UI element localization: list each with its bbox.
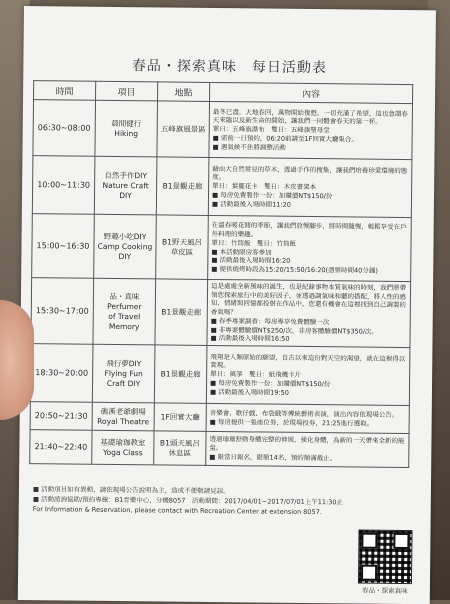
row-place: 五峰旗風景區 — [157, 101, 210, 158]
row-item: 晨間健行 Hiking — [95, 100, 158, 157]
row-item: 基礎瑜珈教室 Yoga Class — [92, 430, 154, 465]
qr-code-icon — [358, 530, 413, 585]
row-item: 礁溪老爺劇場 Royal Theatre — [92, 402, 154, 431]
page-title: 春品・探索真味 每日活動表 — [131, 58, 327, 77]
row-item: 飛行夢DIY Flying Fun Craft DIY — [92, 344, 155, 403]
header-place: 地點 — [158, 82, 210, 102]
row-content: 最冬已盡，大地春回，萬物開始復甦，一切充滿了希望，這也意謂春天來臨以及新生命的開始，讓我們一同體會春天的第一杯。 單日：五峰旗瀑布 雙日：五峰旗聖母堂 ■ 需前一日預約，06:20前請至1F回實大廳集合。 ■ 遇氣候不佳將調整活動 — [209, 101, 413, 159]
row-place: 1F回實大廳 — [154, 403, 206, 432]
table-row — [30, 430, 409, 468]
table-row — [30, 402, 409, 434]
header-item: 項目 — [96, 81, 158, 101]
row-time: 15:00~16:30 — [32, 214, 95, 279]
row-time: 15:30~17:00 — [31, 278, 94, 345]
table-row — [32, 156, 412, 218]
row-time: 10:00~11:30 — [32, 156, 95, 215]
header-content: 內容 — [210, 82, 413, 103]
note-line: For Information & Reservation, please contact with Recreation Center at extension 8057. — [32, 505, 322, 517]
row-content: 這是處處全新風味的誕生，也是紀錄事物本質氣味的時刻，我們將帶領您探索旅行中的美好因子，並透過調氣味和聽的搭配，將人性的感知，情緒與回憶都投射在作品中，您還有機會在這裡找到自己調製的香氣嗎？ ■ 春季專案調香：每房專享免費體驗一次 ■ 非專案體驗價NT$250/次，非房客體驗價NT$350/次。 ■ 活動最後入場時間16:50 — [207, 279, 411, 347]
row-place: B1野天風呂 草皮區 — [156, 215, 209, 280]
thumb — [0, 300, 34, 420]
schedule-sheet — [18, 6, 436, 604]
row-time: 06:30~08:00 — [33, 100, 96, 157]
footer-notes — [33, 484, 413, 518]
row-content: 飛翔是人類原始的願望，自古以來這份對天空的渴望，就在這裡得以實現。 單日：風箏 雙日：紙飛機卡片 ■ 每房免費製作一份：加購價NT$150/份 ■ 活動最後入場時間19:50 — [206, 345, 410, 405]
table-row — [32, 214, 412, 282]
row-time: 18:30~20:00 — [30, 344, 93, 403]
table-row — [30, 344, 410, 406]
row-place: B1景觀走廊 — [156, 157, 209, 216]
schedule-table — [29, 80, 413, 468]
row-time: 21:40~22:40 — [30, 430, 92, 465]
header-time: 時間 — [34, 81, 96, 101]
row-item: 品・真味 Perfumer of Travel Memory — [93, 278, 156, 345]
row-place: B1景觀走廊 — [155, 279, 208, 346]
row-content: 音樂會、歌仔戲、布袋戲等傳統藝術表演，演出內容依現場公告。 ■ 每房提供一張座位券，於現場投券，21:25進行選取。 — [206, 403, 409, 433]
qr-caption: 春品・探索真味 — [362, 586, 408, 596]
row-item: 自然手作DIY Nature Craft DIY — [94, 156, 157, 215]
note-line: ■ 活動項目如有異動，請依現場公告說明為主，造成不便敬請見諒。 — [32, 485, 230, 496]
row-place: B1景觀走廊 — [154, 345, 207, 404]
row-content: 在溫春暖花開的季節，讓我們放慢腳步，將時間隨慢，輕鬆享受在戶外料理的樂趣。 單日：竹筒飯 雙日：竹筒飯 ■ 本活動限房客參加 ■ 活動最後入場時間16:20 ■ 提供燒烤時段為15:20/15:50/16:20(憑票時間40分鐘) — [208, 215, 412, 281]
note-line: ■ 活動諮詢協助/預約專線：B1育樂中心，分機8057 活動期間：2017/04/01~2017/07/01上午11:30止 — [32, 495, 344, 507]
row-content: 透過瑜珈舒動身體完整的伸展，強化身體，為新的一天帶來全新的能量。 ■ 限當日報名，限額14名，預約額滿截止。 — [206, 431, 409, 467]
row-content: 藉由大自然常見的草木，透過手作的搜集，讓我們培養珍愛環境的態度。 單日：葉擺花卡 雙日：木皮書架本 ■ 每房免費製作一份：加購價NT$150/份 ■ 活動最後入場時間11:20 — [208, 157, 412, 217]
table-row — [31, 278, 411, 348]
row-item: 野趣小吃DIY Camp Cooking DIY — [94, 214, 157, 279]
row-time: 20:50~21:30 — [30, 402, 92, 431]
table-row — [33, 100, 413, 160]
row-place: B1頭天風呂 休息區 — [154, 431, 206, 466]
